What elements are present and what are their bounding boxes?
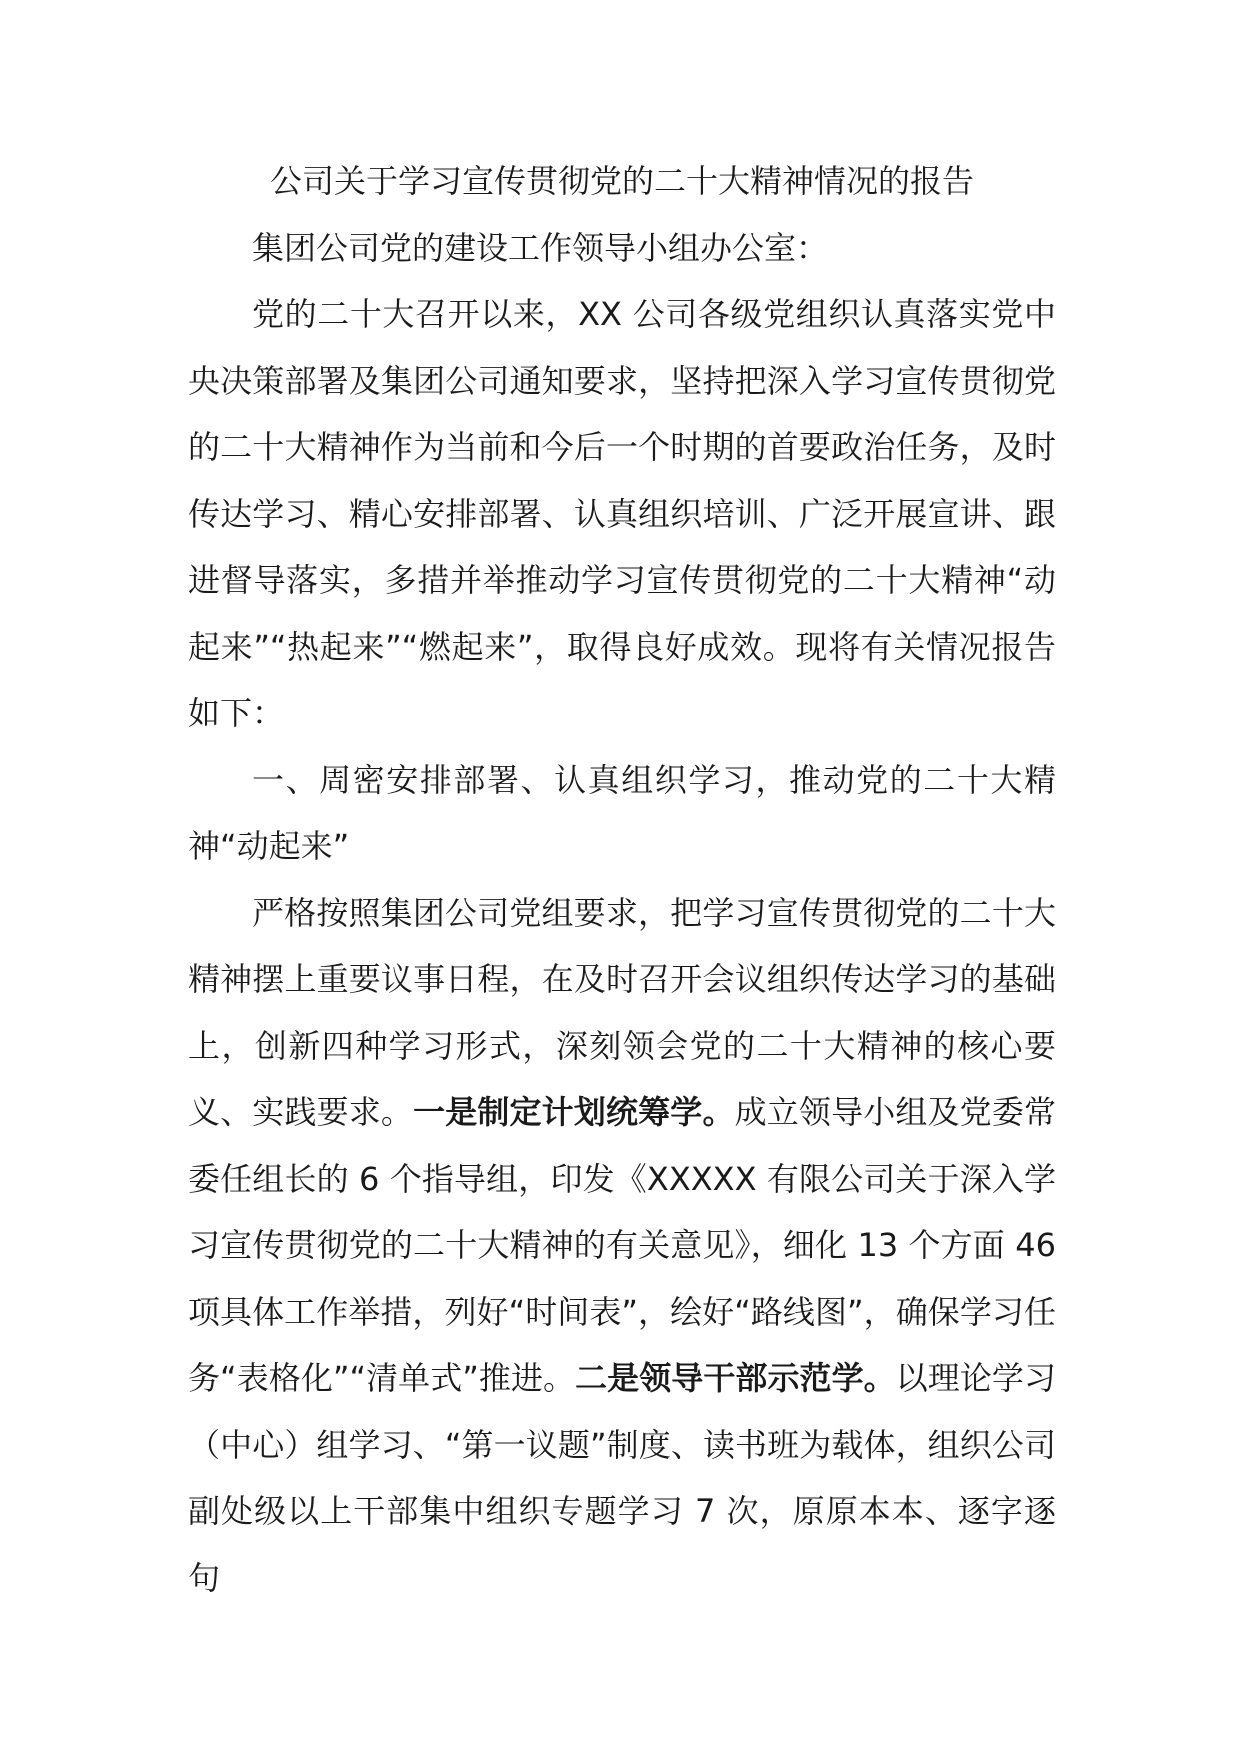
point-2-heading: 二是领导干部示范学。: [575, 1359, 896, 1397]
document-title: 公司关于学习宣传贯彻党的二十大精神情况的报告: [269, 162, 974, 200]
section-1-text-3: 以理论学习（中心）组学习、“第一议题”制度、读书班为载体，组织公司副处级以上干部集中组织专题学习 7 次，原原本本、逐字逐句: [188, 1359, 1056, 1597]
section-1-heading: 一、周密安排部署、认真组织学习，推动党的二十大精神“动起来”: [188, 760, 1056, 865]
section-1-paragraph: [188, 880, 1056, 1612]
section-1-text-1: 严格按照集团公司党组要求，把学习宣传贯彻党的二十大精神摆上重要议事日程，在及时召开会议组织传达学习的基础上，创新四种学习形式，深刻领会党的二十大精神的核心要义、实践要求。: [188, 893, 1056, 1131]
document-body: [188, 148, 1056, 1611]
intro-paragraph: 党的二十大召开以来，XX 公司各级党组织认真落实党中央决策部署及集团公司通知要求，坚持把深入学习宣传贯彻党的二十大精神作为当前和今后一个时期的首要政治任务，及时传达学习、精心安排部署、认真组织培训、广泛开展宣讲、跟进督导落实，多措并举推动学习宣传贯彻党的二十大精神“动起来”“热起来”“燃起来”，取得良好成效。现将有关情况报告如下：: [188, 295, 1056, 732]
section-1-text-2: 成立领导小组及党委常委任组长的 6 个指导组，印发《XXXXX 有限公司关于深入学习宣传贯彻党的二十大精神的有关意见》，细化 13 个方面 46 项具体工作举措，列好“时间表”，绘好“路线图”，确保学习任务“表格化”“清单式”推进。: [188, 1093, 1056, 1397]
salutation: 集团公司党的建设工作领导小组办公室：: [252, 228, 829, 267]
point-1-heading: 一是制定计划统筹学。: [413, 1093, 735, 1131]
